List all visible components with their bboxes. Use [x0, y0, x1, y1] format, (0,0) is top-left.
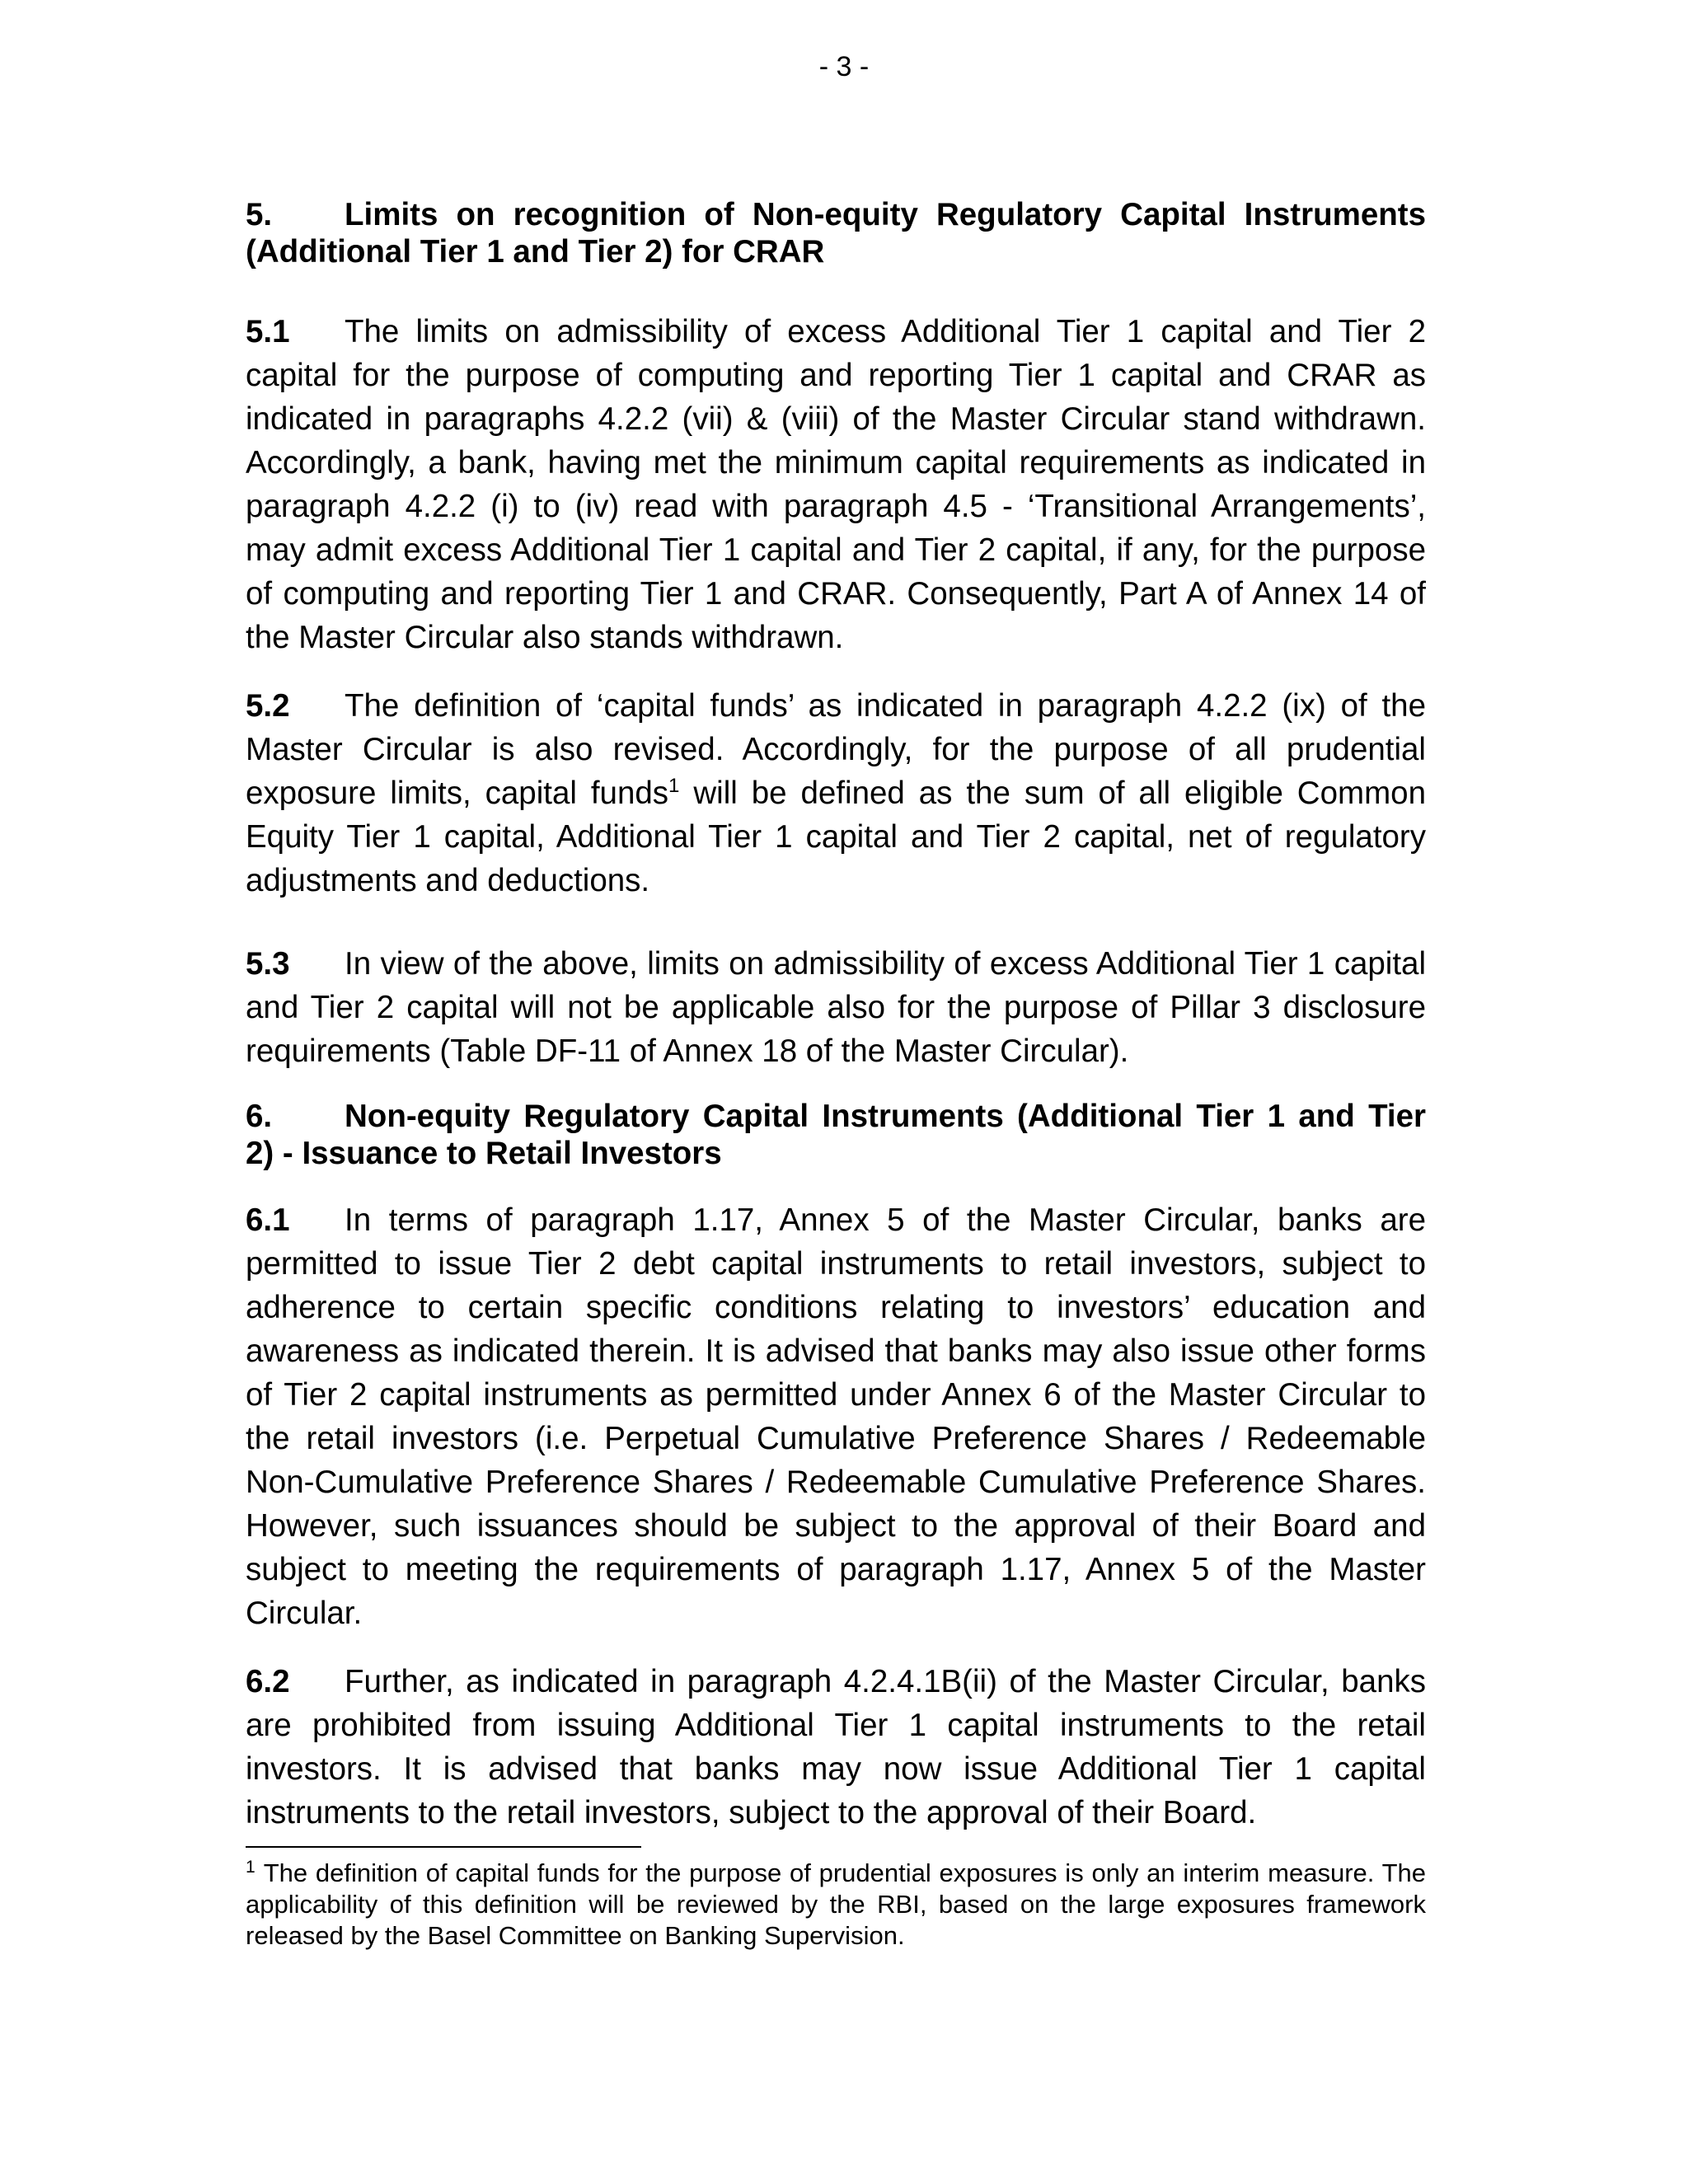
paragraph-number: 5.2 — [246, 688, 290, 724]
paragraph-number: 6.2 — [246, 1664, 290, 1699]
paragraph-5-3 — [246, 942, 1426, 1073]
section-6-heading — [246, 1098, 1426, 1172]
section-6-title: Non-equity Regulatory Capital Instruments (Additional Tier 1 and Tier 2) - Issuance to Retail Investors — [246, 1099, 1426, 1171]
paragraph-number: 6.1 — [246, 1202, 290, 1238]
paragraph-text: In terms of paragraph 1.17, Annex 5 of the Master Circular, banks are permitted to issue Tier 2 debt capital instruments to retail investors, subject to adherence to certain specific conditions relating to investors’ education and awareness as indicated therein. It is advised that banks may also issue other forms of Tier 2 capital instruments as permitted under Annex 6 of the Master Circular to the retail investors (i.e. Perpetual Cumulative Preference Shares / Redeemable Non-Cumulative Preference Shares / Redeemable Cumulative Preference Shares. However, such issuances should be subject to the approval of their Board and subject to meeting the requirements of paragraph 1.17, Annex 5 of the Master Circular. — [246, 1202, 1426, 1631]
footnote-reference[interactable]: 1 — [668, 775, 680, 798]
paragraph-6-2 — [246, 1660, 1426, 1835]
paragraph-text: In view of the above, limits on admissibility of excess Additional Tier 1 capital and Tier 2 capital will not be applicable also for the purpose of Pillar 3 disclosure requirements (Table DF-11 of Annex 18 of the Master Circular). — [246, 946, 1426, 1069]
paragraph-6-1 — [246, 1198, 1426, 1635]
footnote — [246, 1858, 1426, 1952]
document-body — [246, 196, 1426, 1835]
section-5-number: 5. — [246, 197, 273, 232]
paragraph-text-continued: will be defined as the sum of all eligible Common Equity Tier 1 capital, Additional Tier 1 capital and Tier 2 capital, net of regulatory adjustments and deductions. — [246, 776, 1426, 898]
footnote-divider — [246, 1846, 641, 1848]
section-5-title: Limits on recognition of Non-equity Regulatory Capital Instruments (Additional Tier 1 and Tier 2) for CRAR — [246, 197, 1426, 269]
footnote-text: The definition of capital funds for the purpose of prudential exposures is only an interim measure. The applicability of this definition will be reviewed by the RBI, based on the large exposures framework released by the Basel Committee on Banking Supervision. — [246, 1858, 1426, 1950]
paragraph-5-1 — [246, 310, 1426, 659]
paragraph-text: The limits on admissibility of excess Additional Tier 1 capital and Tier 2 capital for the purpose of computing and reporting Tier 1 capital and CRAR as indicated in paragraphs 4.2.2 (vii) & (viii) of the Master Circular stand withdrawn. Accordingly, a bank, having met the minimum capital requirements as indicated in paragraph 4.2.2 (i) to (iv) read with paragraph 4.5 - ‘Transitional Arrangements’, may admit excess Additional Tier 1 capital and Tier 2 capital, if any, for the purpose of computing and reporting Tier 1 and CRAR. Consequently, Part A of Annex 14 of the Master Circular also stands withdrawn. — [246, 314, 1426, 655]
paragraph-5-2 — [246, 684, 1426, 902]
section-6-number: 6. — [246, 1099, 273, 1134]
paragraph-text: The definition of ‘capital funds’ as indicated in paragraph 4.2.2 (ix) of the Master Circular is also revised. Accordingly, for the purpose of all prudential exposure limits, capital funds — [246, 688, 1426, 811]
footnote-mark: 1 — [246, 1857, 256, 1877]
paragraph-number: 5.1 — [246, 314, 290, 349]
paragraph-text: Further, as indicated in paragraph 4.2.4.1B(ii) of the Master Circular, banks are prohibited from issuing Additional Tier 1 capital instruments to the retail investors. It is advised that banks may now issue Additional Tier 1 capital instruments to the retail investors, subject to the approval of their Board. — [246, 1664, 1426, 1830]
section-5-heading — [246, 196, 1426, 270]
page-number: - 3 - — [818, 51, 870, 82]
paragraph-number: 5.3 — [246, 946, 290, 982]
